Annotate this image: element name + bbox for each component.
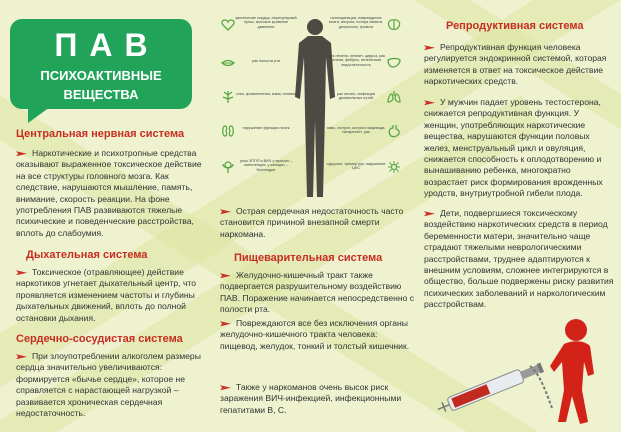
center-label-left-4: нарушение функции почек: [242, 126, 290, 130]
reproductive-paragraph-2: У мужчин падает уровень тестостерона, снижается репродуктивная функция. У женщин, употребляющих наркотические вещества, нарушаются функции половых желез, менструальный цикл и овуляция, снижается способность к оплодотворению и вынашиванию ребенка, многократно возрастает риск формирования врожденных уродств, внутриутробной гибели плода.: [424, 97, 603, 199]
brain-icon: [387, 18, 401, 32]
center-label-left-3: отек, кровотечения, язвы, полипы: [236, 92, 296, 96]
reproductive-organs-icon: [221, 160, 235, 174]
nervous-system-icon: [387, 160, 401, 174]
bullet-marker-icon: [424, 211, 435, 216]
center-label-right-5: судороги, тремор рук, нарушение ЦНС: [326, 162, 386, 171]
cardio-paragraph-1: При злоупотреблении алкоголем размеры сердца значительно увеличиваются: формируется «бычье сердце», которое не справляется с нарастающей нагрузкой – развивается хроническая сердечная недостаточность.: [16, 351, 201, 419]
center-label-right-3: рак легких, инфекции дыхательных путей: [337, 92, 375, 101]
bullet-marker-icon: [424, 100, 435, 105]
lungs-icon: [387, 90, 401, 104]
man-chained-to-syringe-illustration: [438, 300, 618, 428]
center-label-left-1: увеличение сердца, нерегулярный пульс, высокое кровяное давление: [235, 16, 297, 29]
respiratory-paragraph: Токсическое (отравляющее) действие наркотиков угнетает дыхательный центр, что проявляется изменением частоты и глубины дыхательных движений, вплоть до полной остановки дыхания.: [16, 267, 197, 323]
center-label-left-5: риск ЗППП и ВИЧ у мужчин – импотенция, у женщин – бесплодие: [240, 159, 292, 172]
bullet-marker-icon: [220, 385, 231, 390]
cardio-heading: Сердечно-сосудистая система: [16, 333, 183, 345]
body-organs-illustration: [215, 12, 410, 200]
bullet-marker-icon: [220, 273, 231, 278]
bullet-marker-icon: [16, 354, 27, 359]
cns-paragraph: Наркотические и психотропные средства оказывают выраженное токсическое действие на все структуры головного мозга. Как следствие, нарушаются мышление, память, внимание, скорость реакции. На фоне употребления ПАВ развиваются тяжелые психические и поведенческие расстройства, вплоть до слабоумия.: [16, 148, 202, 238]
bullet-marker-icon: [220, 321, 231, 326]
liver-icon: [387, 56, 401, 70]
badge-subtitle-line1: ПСИХОАКТИВНЫЕ: [40, 68, 162, 83]
digestive-paragraph-1: Желудочно-кишечный тракт также подвергается разрушительному воздействию ПАВ. Поражение начинается непосредственно с полости рта.: [220, 270, 415, 315]
title-badge: [10, 19, 192, 109]
reproductive-paragraph-3: Дети, подвергшиеся токсическому воздействию наркотических средств в период беременности матери, значительно чаще страдают тяжелыми неврологическими расстройствами, труднее адаптируются к внешним условиям, сложнее интегрируются в общество, больше подвержены риску развития психических заболеваний и наркологическим расстройствам.: [424, 208, 614, 310]
digestive-paragraph-2: Повреждаются все без исключения органы желудочно-кишечного тракта человека: пищевод, желудок, тонкий и толстый кишечник.: [220, 318, 410, 351]
blood-vessels-icon: [221, 90, 235, 104]
reproductive-paragraph-1: Репродуктивная функция человека регулируется эндокринной системой, которая изменяется в ответ на токсическое действие наркотических средств.: [424, 42, 607, 87]
human-silhouette-icon: [293, 17, 337, 199]
bullet-marker-icon: [424, 45, 435, 50]
syringe-icon: [438, 361, 545, 420]
cardio-paragraph-2: Острая сердечная недостаточность часто становится причиной внезапной смерти наркомана.: [220, 206, 404, 239]
stomach-icon: [387, 124, 401, 138]
badge-subtitle-line2: ВЕЩЕСТВА: [63, 87, 139, 102]
respiratory-heading: Дыхательная система: [26, 249, 148, 261]
center-label-right-2: отек печени, гепатит, цирроз, рак печени, фиброз, печеночная недостаточность: [326, 54, 386, 67]
bullet-marker-icon: [220, 209, 231, 214]
reproductive-heading: Репродуктивная система: [446, 20, 584, 32]
center-label-right-1: галлюцинации, повреждение мозга, инсульт, потеря памяти, депрессия, тревога: [328, 16, 384, 29]
center-label-left-2: рак полости рта: [251, 59, 281, 63]
kidneys-icon: [221, 124, 235, 138]
bullet-marker-icon: [16, 151, 27, 156]
mouth-icon: [221, 56, 235, 70]
badge-title: ПАВ: [54, 27, 160, 63]
digestive-paragraph-3: Также у наркоманов очень высок риск заражения ВИЧ-инфекцией, инфекционными гепатитами В, С.: [220, 382, 402, 415]
digestive-heading: Пищеварительная система: [234, 252, 383, 264]
bullet-marker-icon: [16, 270, 27, 275]
cns-heading: Центральная нервная система: [16, 128, 185, 140]
heart-icon: [221, 18, 235, 32]
center-label-right-4: язвы, гастрит, острота пищевода, панкреатит, рак: [326, 126, 386, 135]
